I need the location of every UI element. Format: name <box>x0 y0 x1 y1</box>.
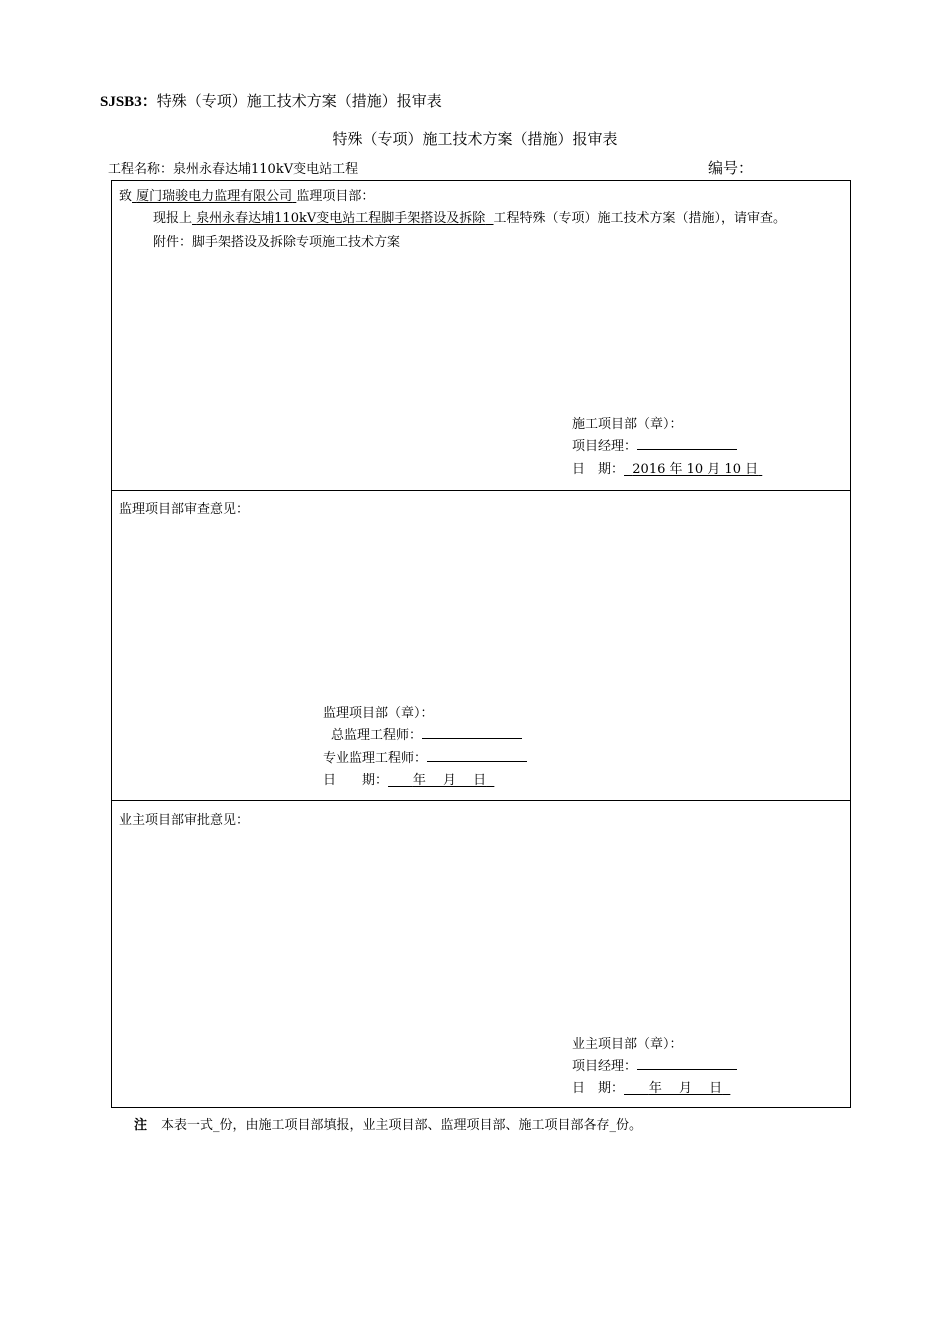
supervisor-review-heading: 监理项目部审查意见： <box>119 502 250 517</box>
to-prefix: 致 <box>119 189 133 204</box>
attachment-line: 附件：脚手架搭设及拆除专项施工技术方案 <box>153 235 401 250</box>
supervisor-date-line <box>323 769 494 788</box>
supervisor-company <box>132 189 296 204</box>
construction-date-label: 日 期： <box>572 462 625 477</box>
supervisor-date-label: 日 期： <box>323 773 389 788</box>
document-code-id: SJSB3： <box>100 94 157 110</box>
number-label: 编号： <box>708 159 754 177</box>
submit-suffix: 工程特殊（专项）施工技术方案（措施），请审查。 <box>493 211 787 226</box>
owner-manager-signature-field[interactable] <box>637 1057 737 1070</box>
construction-manager-line <box>572 435 737 454</box>
owner-date-text: 年 月 日 <box>648 1081 723 1096</box>
construction-dept-seal: 施工项目部（章）： <box>572 417 683 432</box>
construction-date-line <box>572 458 762 477</box>
owner-date-label: 日 期： <box>572 1081 625 1096</box>
specialist-engineer-signature-field[interactable] <box>427 749 527 762</box>
chief-engineer-label: 总监理工程师： <box>331 728 423 743</box>
chief-engineer-signature-field[interactable] <box>422 726 522 739</box>
specialist-engineer-label: 专业监理工程师： <box>323 751 428 766</box>
construction-date-text: 2016 年 10 月 10 日 <box>632 462 759 477</box>
to-suffix: 监理项目部： <box>296 189 375 204</box>
construction-manager-label: 项目经理： <box>572 439 638 454</box>
submit-line <box>153 207 786 226</box>
specialist-engineer-line <box>323 747 527 766</box>
project-name: 泉州永春达埔110kV变电站工程 <box>173 162 359 177</box>
section-divider-2 <box>111 800 851 801</box>
project-label: 工程名称： <box>108 162 174 177</box>
note-label: 注 <box>134 1118 148 1133</box>
owner-approval-heading: 业主项目部审批意见： <box>119 813 250 828</box>
document-code <box>100 90 442 111</box>
owner-date-line <box>572 1077 730 1096</box>
construction-date-value <box>624 462 762 477</box>
submit-prefix: 现报上 <box>153 211 193 226</box>
supervisor-date-value[interactable] <box>388 773 494 788</box>
addressee-line <box>119 185 374 204</box>
form-table <box>111 180 851 1108</box>
owner-dept-seal: 业主项目部（章）： <box>572 1037 683 1052</box>
document-code-title: 特殊（专项）施工技术方案（措施）报审表 <box>156 92 442 110</box>
owner-date-value[interactable] <box>624 1081 730 1096</box>
construction-manager-signature-field[interactable] <box>637 437 737 450</box>
supervisor-date-text: 年 月 日 <box>412 773 487 788</box>
owner-manager-label: 项目经理： <box>572 1059 638 1074</box>
chief-engineer-line <box>331 724 522 743</box>
project-line <box>108 158 358 177</box>
page-title: 特殊（专项）施工技术方案（措施）报审表 <box>332 130 618 148</box>
supervisor-company-text: 厦门瑞骏电力监理有限公司 <box>136 189 293 204</box>
supervisor-dept-seal: 监理项目部（章）： <box>323 706 434 721</box>
scheme-name <box>192 211 494 226</box>
owner-manager-line <box>572 1055 737 1074</box>
footer-note <box>134 1114 642 1133</box>
section-divider-1 <box>111 490 851 491</box>
note-text: 本表一式_份，由施工项目部填报，业主项目部、监理项目部、施工项目部各存_份。 <box>161 1118 643 1133</box>
scheme-name-text: 泉州永春达埔110kV变电站工程脚手架搭设及拆除 <box>196 211 486 226</box>
